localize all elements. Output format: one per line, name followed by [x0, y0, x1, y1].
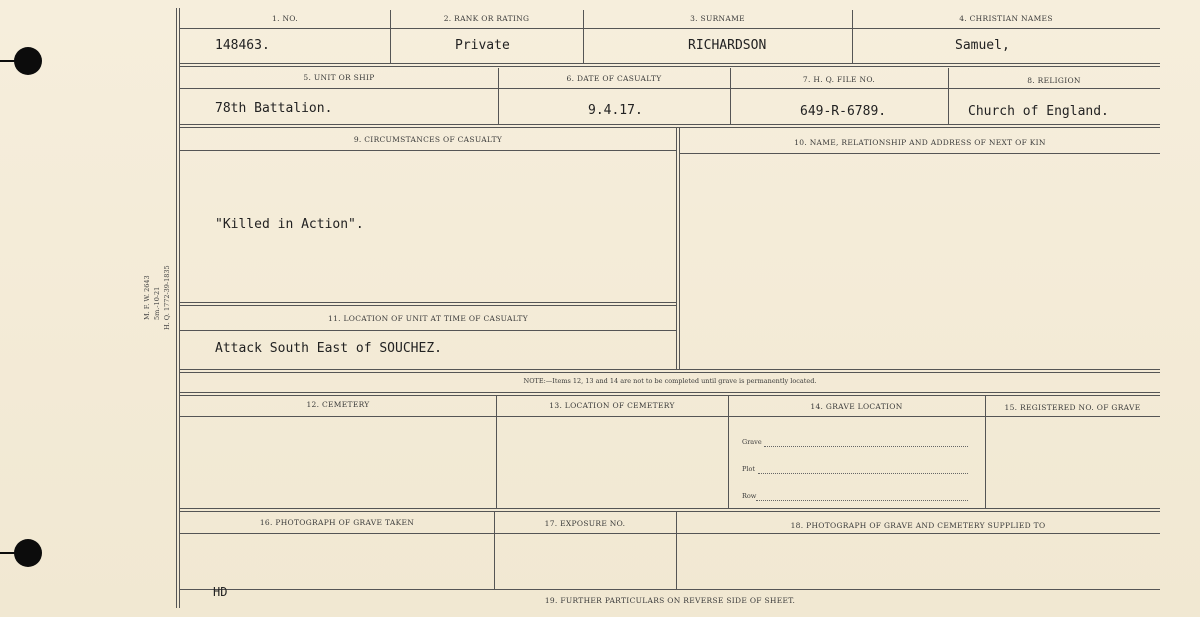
side-code-1: M. F. W. 2643 [143, 275, 151, 320]
value-unit: 78th Battalion. [215, 101, 333, 116]
value-hq-file-no: 649-R-6789. [800, 104, 887, 119]
value-religion: Church of England. [968, 104, 1109, 119]
grave-dots [764, 446, 968, 447]
row3-bottom-rule [180, 369, 1160, 373]
row1-bottom-rule [180, 63, 1160, 67]
initials: HD [213, 585, 228, 599]
kin-label-rule [680, 153, 1160, 154]
note-bottom-rule [180, 392, 1160, 396]
row3-div-inner [679, 128, 680, 370]
grave-label: Grave [742, 438, 762, 446]
label-location-of-cemetery: 13. LOCATION OF CEMETERY [549, 401, 675, 410]
value-location-of-unit: Attack South East of SOUCHEZ. [215, 341, 442, 356]
row4-div-1 [496, 395, 497, 508]
label-rank: 2. RANK OR RATING [443, 14, 530, 23]
plot-dots [758, 473, 968, 474]
left-border [176, 8, 177, 608]
row2-label-rule [180, 88, 1160, 89]
value-surname: RICHARDSON [688, 38, 767, 53]
label-exposure-no: 17. EXPOSURE NO. [544, 519, 626, 528]
label-no: 1. NO. [272, 14, 298, 23]
row4-div-2 [728, 395, 729, 508]
label-grave-location: 14. GRAVE LOCATION [810, 402, 903, 411]
label-surname: 3. SURNAME [690, 14, 745, 23]
label-registered-no: 15. REGISTERED NO. OF GRAVE [1004, 403, 1141, 412]
punch-hole-top-line [0, 60, 20, 62]
row2-bottom-rule [180, 124, 1160, 128]
label-further-particulars: 19. FURTHER PARTICULARS ON REVERSE SIDE OF SHEET. [544, 596, 796, 605]
label-next-of-kin: 10. NAME, RELATIONSHIP AND ADDRESS OF NEXT OF KIN [794, 138, 1046, 147]
location-top-rule [180, 302, 676, 306]
row4-label-rule [180, 416, 1160, 417]
value-circumstances: "Killed in Action". [215, 217, 364, 232]
value-christian-names: Samuel, [955, 38, 1010, 53]
row3-div [676, 128, 677, 370]
label-circumstances: 9. CIRCUMSTANCES OF CASUALTY [353, 135, 503, 144]
note-text: NOTE:—Items 12, 13 and 14 are not to be completed until grave is permanently located. [523, 377, 817, 385]
location-label-rule [180, 330, 676, 331]
label-cemetery: 12. CEMETERY [306, 400, 370, 409]
row4-bottom-rule [180, 508, 1160, 512]
label-location-of-unit: 11. LOCATION OF UNIT AT TIME OF CASUALTY [328, 314, 528, 323]
value-no: 148463. [215, 38, 270, 53]
circ-label-rule [180, 150, 676, 151]
label-unit: 5. UNIT OR SHIP [303, 73, 375, 82]
punch-hole-bottom-line [0, 552, 20, 554]
value-rank: Private [455, 38, 510, 53]
plot-label: Plot [742, 465, 755, 473]
side-code-3: H. Q. 1772-39-1835 [163, 265, 171, 330]
side-code-2: 5m.-10-21 [153, 286, 161, 320]
row-label: Row [742, 492, 757, 500]
label-religion: 8. RELIGION [1027, 76, 1081, 85]
row5-label-rule [180, 533, 1160, 534]
row5-bottom-rule [180, 589, 1160, 590]
label-photograph-supplied: 18. PHOTOGRAPH OF GRAVE AND CEMETERY SUPPLIED TO [790, 521, 1046, 530]
label-christian-names: 4. CHRISTIAN NAMES [959, 14, 1053, 23]
value-date-of-casualty: 9.4.17. [588, 103, 643, 118]
label-date-of-casualty: 6. DATE OF CASUALTY [566, 74, 662, 83]
row-dots [756, 500, 968, 501]
label-hq-file-no: 7. H. Q. FILE NO. [802, 75, 876, 84]
row1-label-rule [180, 28, 1160, 29]
label-photograph-taken: 16. PHOTOGRAPH OF GRAVE TAKEN [259, 518, 415, 527]
